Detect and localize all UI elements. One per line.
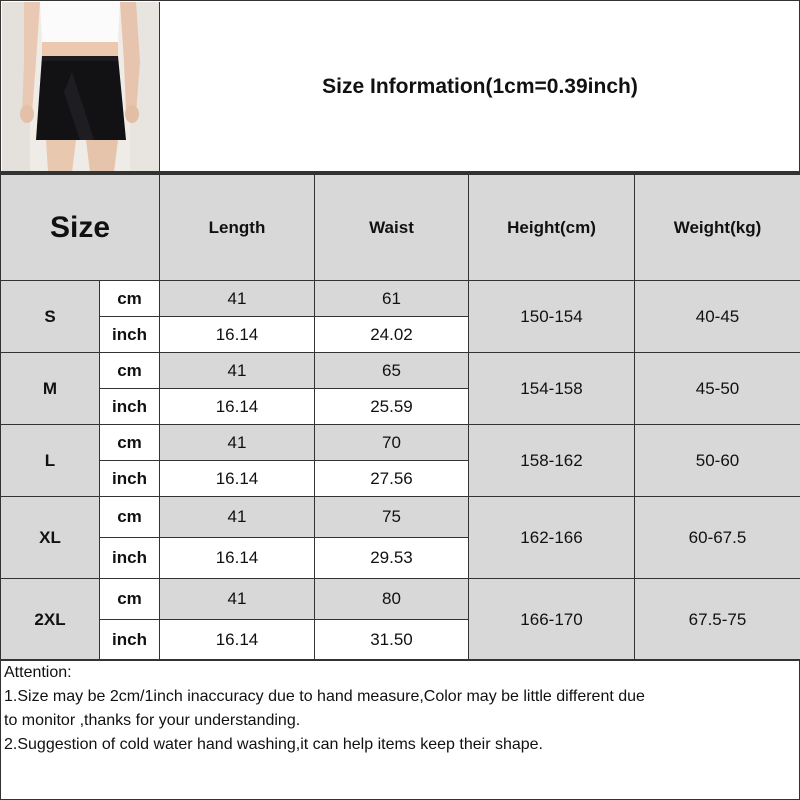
waist-cm: 75 [315,497,469,538]
size-header: Size [1,175,160,281]
waist-cm: 80 [315,579,469,620]
weight-range: 67.5-75 [635,579,800,661]
size-label: XL [1,497,100,579]
length-cm: 41 [160,353,315,389]
height-range: 158-162 [469,425,635,497]
unit-label: inch [100,461,160,497]
height-range: 154-158 [469,353,635,425]
weight-range: 60-67.5 [635,497,800,579]
attention-notes [0,659,800,799]
unit-label: cm [100,281,160,317]
table-row [1,425,800,461]
unit-label: cm [100,425,160,461]
height-range: 162-166 [469,497,635,579]
table-row [1,281,800,317]
waist-inch: 27.56 [315,461,469,497]
length-header: Length [160,175,315,281]
height-header: Height(cm) [469,175,635,281]
unit-label: inch [100,389,160,425]
length-inch: 16.14 [160,461,315,497]
weight-range: 45-50 [635,353,800,425]
page-title: Size Information(1cm=0.39inch) [322,75,638,98]
size-table [0,174,800,661]
unit-label: inch [100,538,160,579]
table-header-row [1,175,800,281]
waist-inch: 25.59 [315,389,469,425]
unit-label: inch [100,317,160,353]
length-cm: 41 [160,425,315,461]
unit-label: cm [100,353,160,389]
weight-header: Weight(kg) [635,175,800,281]
unit-label: cm [100,497,160,538]
length-inch: 16.14 [160,538,315,579]
waist-inch: 24.02 [315,317,469,353]
waist-cm: 70 [315,425,469,461]
note-2: 2.Suggestion of cold water hand washing,it can help items keep their shape. [4,736,543,753]
weight-range: 40-45 [635,281,800,353]
note-1-line-2: to monitor ,thanks for your understanding. [4,712,301,729]
height-range: 166-170 [469,579,635,661]
waist-inch: 31.50 [315,620,469,661]
waist-cm: 61 [315,281,469,317]
size-label: L [1,425,100,497]
weight-range: 50-60 [635,425,800,497]
length-cm: 41 [160,579,315,620]
unit-label: cm [100,579,160,620]
waist-inch: 29.53 [315,538,469,579]
table-row [1,353,800,389]
length-inch: 16.14 [160,620,315,661]
waist-cm: 65 [315,353,469,389]
height-range: 150-154 [469,281,635,353]
length-inch: 16.14 [160,389,315,425]
waist-header: Waist [315,175,469,281]
size-label: S [1,281,100,353]
unit-label: inch [100,620,160,661]
skirt-model-image [2,2,159,172]
table-row [1,579,800,620]
size-label: 2XL [1,579,100,661]
length-cm: 41 [160,281,315,317]
table-row [1,497,800,538]
notes-heading: Attention: [4,664,72,681]
note-1-line-1: 1.Size may be 2cm/1inch inaccuracy due to hand measure,Color may be little different due [4,688,645,705]
length-inch: 16.14 [160,317,315,353]
length-cm: 41 [160,497,315,538]
product-photo [2,2,160,172]
size-label: M [1,353,100,425]
